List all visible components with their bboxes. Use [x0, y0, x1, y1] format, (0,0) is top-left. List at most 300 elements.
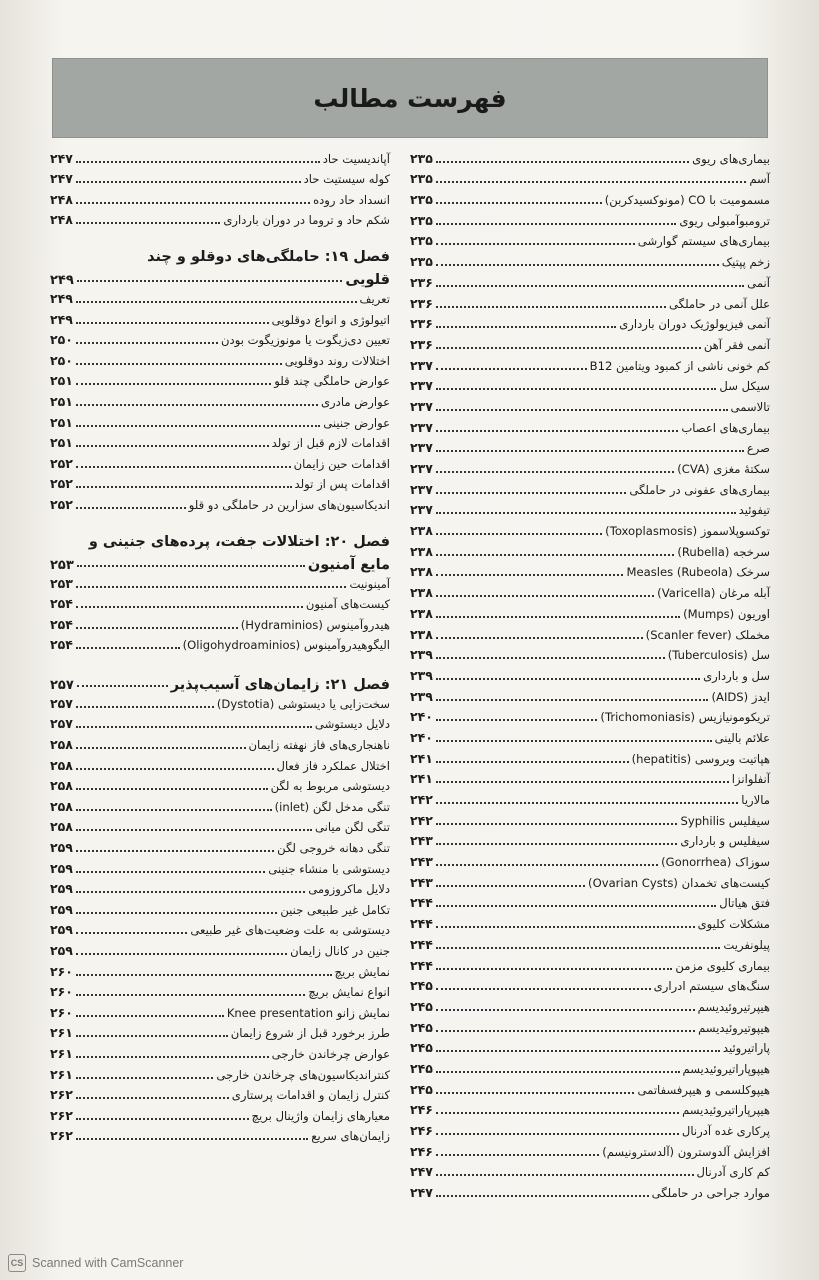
dot-leader: [436, 988, 651, 990]
toc-entry-page: ۲۴۸: [50, 212, 73, 228]
toc-entry-page: ۲۳۷: [410, 440, 433, 456]
dot-leader: [436, 326, 616, 328]
chapter-19-heading: فصل ۱۹: حاملگی‌های دوقلو و چند: [147, 249, 390, 266]
toc-entry-page: ۲۴۳: [410, 833, 433, 849]
toc-entry: [50, 288, 390, 309]
toc-entry-page: ۲۴۹: [50, 311, 73, 327]
toc-entry-title: مسمومیت با CO (مونوکسیدکربن): [604, 193, 770, 208]
chapter-19-heading-line2: [50, 267, 390, 288]
toc-entry-title: سرخک Measles (Rubeola): [626, 565, 770, 580]
toc-entry: [50, 453, 390, 474]
toc-entry: [410, 893, 770, 914]
toc-entry-page: ۲۴۸: [50, 191, 73, 207]
dot-leader: [436, 430, 678, 432]
toc-entry-title: علائم بالینی: [714, 730, 770, 745]
dot-leader: [76, 627, 238, 629]
dot-leader: [436, 161, 689, 163]
toc-entry-title: صرع: [746, 441, 770, 456]
toc-entry: [410, 789, 770, 810]
toc-entry-title: دیستوشی با منشاء جنینی: [268, 861, 390, 876]
toc-entry-page: ۲۶۰: [50, 963, 73, 979]
toc-entry: [410, 665, 770, 686]
dot-leader: [436, 1195, 649, 1197]
toc-entry: [410, 1141, 770, 1162]
dot-leader: [76, 1077, 213, 1079]
dot-leader: [436, 223, 676, 225]
toc-entry-page: ۲۵۳: [50, 575, 73, 591]
toc-entry-title: تریکومونیازیس (Trichomoniasis): [600, 710, 770, 725]
toc-entry-page: ۲۵۹: [50, 840, 73, 856]
chapter-title-text: قلویی: [345, 272, 390, 289]
toc-entry-title: الیگوهیدروآمینوس (Oligohydroaminios): [182, 638, 390, 653]
toc-entry-title: هیدروآمینوس (Hydraminios): [240, 617, 390, 632]
dot-leader: [436, 492, 626, 494]
dot-leader: [436, 1174, 694, 1176]
toc-entry-title: ایدز (AIDS): [711, 689, 770, 704]
toc-entry: [410, 872, 770, 893]
toc-entry-page: ۲۵۰: [50, 352, 73, 368]
toc-entry-title: بیماری‌های عفونی در حاملگی: [629, 482, 770, 497]
toc-entry-title: آمینونیت: [349, 576, 390, 591]
dot-leader: [436, 1009, 695, 1011]
toc-entry-page: ۲۵۹: [50, 860, 73, 876]
toc-entry-title: تالاسمی: [730, 399, 770, 414]
chapter-21-heading: [50, 672, 390, 693]
toc-entry-page: ۲۴۵: [410, 978, 433, 994]
toc-entry-title: سیفلیس و بارداری: [680, 834, 770, 849]
toc-entry-page: ۲۴۰: [410, 709, 433, 725]
left-toc-column: [50, 148, 390, 1146]
dot-leader: [76, 768, 274, 770]
dot-leader: [76, 726, 312, 728]
toc-entry-page: ۲۵۱: [50, 414, 73, 430]
toc-entry-title: آنمی: [747, 275, 770, 290]
scanner-watermark: [8, 1254, 183, 1272]
dot-leader: [436, 471, 674, 473]
toc-entry-page: ۲۴۵: [410, 998, 433, 1014]
dot-leader: [436, 1154, 599, 1156]
toc-entry: [410, 1017, 770, 1038]
toc-entry-title: کیست‌های تخمدان (Ovarian Cysts): [588, 875, 770, 890]
toc-entry-title: تکامل غیر طبیعی جنین: [280, 902, 390, 917]
toc-entry-page: ۲۳۵: [410, 233, 433, 249]
dot-leader: [76, 466, 291, 468]
toc-entry-title: تنگی دهانه خروجی لگن: [277, 841, 390, 856]
toc-entry-title: هیپرتیروئیدیسم: [697, 999, 770, 1014]
toc-entry-title: سوزاک (Gonorrhea): [661, 855, 770, 870]
toc-entry: [410, 148, 770, 169]
dot-leader: [76, 974, 332, 976]
dot-leader: [76, 1035, 228, 1037]
toc-entry-page: ۲۵۲: [50, 496, 73, 512]
toc-entry: [410, 169, 770, 190]
toc-entry-page: ۲۳۸: [410, 605, 433, 621]
dot-leader: [436, 595, 654, 597]
toc-entry-title: پیلونفریت: [723, 937, 770, 952]
camscanner-logo-icon: CS: [8, 1254, 26, 1272]
toc-entry-page: ۲۴۵: [410, 1081, 433, 1097]
toc-entry-page: ۲۶۱: [50, 1045, 73, 1061]
dot-leader: [76, 871, 265, 873]
toc-entry-page: ۲۴۱: [410, 750, 433, 766]
toc-entry-page: ۲۶۱: [50, 1025, 73, 1041]
dot-leader: [76, 445, 269, 447]
toc-entry: [50, 940, 390, 961]
toc-entry-page: ۲۵۸: [50, 757, 73, 773]
dot-leader: [436, 802, 738, 804]
toc-entry-title: سیفلیس Syphilis: [680, 813, 770, 828]
toc-entry: [410, 417, 770, 438]
toc-entry: [50, 837, 390, 858]
toc-entry-title: انسداد حاد روده: [313, 192, 390, 207]
toc-entry-title: اندیکاسیون‌های سزارین در حاملگی دو قلو: [188, 497, 390, 512]
toc-entry-title: اتیولوژی و انواع دوقلویی: [271, 312, 390, 327]
toc-entry-page: ۲۵۱: [50, 435, 73, 451]
toc-entry: [50, 776, 390, 797]
dot-leader: [436, 409, 728, 411]
toc-entry-title: هپاتیت ویروسی (hepatitis): [631, 751, 770, 766]
dot-leader: [436, 1071, 680, 1073]
toc-entry: [50, 817, 390, 838]
toc-entry: [50, 796, 390, 817]
toc-entry-page: ۲۵۷: [50, 716, 73, 732]
toc-entry-title: افزایش آلدوسترون (آلدسترونیسم): [602, 1144, 770, 1159]
toc-entry: [50, 1002, 390, 1023]
toc-entry-title: سیکل سل: [719, 379, 770, 394]
toc-entry-page: ۲۵۹: [50, 922, 73, 938]
dot-leader: [76, 912, 277, 914]
toc-entry: [50, 148, 390, 169]
toc-entry-title: آبله مرغان (Varicella): [657, 586, 770, 601]
dot-leader: [76, 953, 287, 955]
toc-entry: [50, 920, 390, 941]
toc-entry: [50, 1126, 390, 1147]
toc-entry: [50, 412, 390, 433]
toc-entry-page: ۲۴۲: [410, 812, 433, 828]
toc-entry-page: ۲۴۱: [410, 771, 433, 787]
toc-entry: [50, 210, 390, 231]
toc-entry: [50, 391, 390, 412]
dot-leader: [76, 1118, 249, 1120]
toc-entry-page: ۲۶۰: [50, 984, 73, 1000]
toc-entry-page: ۲۶۲: [50, 1128, 73, 1144]
toc-entry-title: ناهنجاری‌های فاز نهفته زایمان: [248, 738, 390, 753]
toc-entry-page: ۲۳۸: [410, 543, 433, 559]
dot-leader: [436, 1133, 679, 1135]
toc-entry-page: ۲۴۳: [410, 874, 433, 890]
toc-entry-title: دیستوشی مربوط به لگن: [270, 779, 390, 794]
chapter-page: ۲۵۷: [50, 678, 74, 694]
toc-entry-title: سخت‌زایی یا دیستوشی (Dystotia): [216, 696, 390, 711]
dot-leader: [76, 788, 268, 790]
toc-entry-page: ۲۴۶: [410, 1102, 433, 1118]
toc-entry-title: عوارض جنینی: [323, 415, 390, 430]
dot-leader: [77, 565, 305, 567]
toc-entry-title: پاراتیروئید: [722, 1041, 770, 1056]
toc-entry-page: ۲۵۹: [50, 881, 73, 897]
toc-entry-page: ۲۵۴: [50, 616, 73, 632]
toc-entry: [50, 879, 390, 900]
chapter-page: ۲۵۳: [50, 557, 74, 573]
dot-leader: [77, 280, 343, 282]
dot-leader: [436, 450, 744, 452]
chapter-20-heading-line2: [50, 552, 390, 573]
toc-entry-page: ۲۳۵: [410, 150, 433, 166]
toc-entry: [50, 899, 390, 920]
toc-entry-page: ۲۳۸: [410, 626, 433, 642]
toc-entry-title: آپاندیسیت حاد: [322, 151, 390, 166]
toc-entry-title: ترومبوآمبولی ریوی: [679, 213, 770, 228]
toc-entry-title: آسم: [749, 172, 770, 187]
dot-leader: [76, 363, 282, 365]
toc-entry: [410, 645, 770, 666]
toc-entry-title: طرز برخورد قبل از شروع زایمان: [230, 1026, 390, 1041]
toc-entry: [410, 1182, 770, 1203]
toc-entry: [410, 438, 770, 459]
dot-leader: [76, 161, 320, 163]
toc-entry-page: ۲۳۸: [410, 585, 433, 601]
dot-leader: [436, 1030, 695, 1032]
toc-entry: [50, 474, 390, 495]
dot-leader: [436, 947, 720, 949]
toc-entry-title: کیست‌های آمنیون: [305, 597, 390, 612]
toc-entry-page: ۲۴۴: [410, 936, 433, 952]
toc-entry: [50, 961, 390, 982]
dot-leader: [436, 905, 716, 907]
toc-entry: [50, 573, 390, 594]
toc-entry-title: هیپوکلسمی و هیپرفسفاتمی: [637, 1082, 770, 1097]
toc-entry: [410, 314, 770, 335]
toc-entry: [50, 309, 390, 330]
toc-entry: [410, 500, 770, 521]
toc-entry-page: ۲۴۶: [410, 1123, 433, 1138]
toc-entry: [410, 810, 770, 831]
toc-entry: [50, 169, 390, 190]
toc-entry-title: بیماری‌های ریوی: [692, 151, 770, 166]
toc-entry: [410, 748, 770, 769]
toc-entry-page: ۲۵۰: [50, 332, 73, 348]
toc-entry-title: اختلال عملکرد فاز فعال: [276, 758, 390, 773]
toc-entry: [50, 982, 390, 1003]
toc-entry-page: ۲۵۱: [50, 393, 73, 409]
toc-entry-page: ۲۴۴: [410, 916, 433, 932]
dot-leader: [76, 747, 246, 749]
toc-entry-page: ۲۳۵: [410, 212, 433, 228]
dot-leader: [76, 202, 310, 204]
dot-leader: [436, 823, 678, 825]
toc-entry-page: ۲۳۵: [410, 171, 433, 187]
toc-entry-title: دلایل ماکروزومی: [308, 882, 390, 897]
toc-entry-title: موارد جراحی در حاملگی: [651, 1186, 770, 1201]
toc-entry-page: ۲۴۷: [50, 171, 73, 187]
dot-leader: [436, 740, 712, 742]
dot-leader: [76, 891, 305, 893]
toc-entry-title: کم خونی ناشی از کمبود ویتامین B12: [589, 358, 770, 373]
dot-leader: [436, 1050, 720, 1052]
toc-entry: [410, 851, 770, 872]
toc-entry: [410, 541, 770, 562]
toc-entry: [50, 755, 390, 776]
toc-entry: [50, 1064, 390, 1085]
dot-leader: [436, 264, 719, 266]
dot-leader: [76, 181, 301, 183]
toc-header-bar: [52, 58, 768, 138]
toc-entry: [410, 231, 770, 252]
dot-leader: [76, 383, 271, 385]
dot-leader: [436, 885, 585, 887]
toc-entry: [50, 1085, 390, 1106]
dot-leader: [436, 285, 744, 287]
toc-entry: [410, 934, 770, 955]
toc-entry: [410, 603, 770, 624]
toc-entry-page: ۲۳۷: [410, 378, 433, 394]
toc-entry: [50, 433, 390, 454]
toc-entry: [50, 1023, 390, 1044]
toc-entry-page: ۲۵۷: [50, 695, 73, 711]
toc-entry: [410, 1038, 770, 1059]
dot-leader: [76, 425, 320, 427]
toc-entry-page: ۲۵۸: [50, 819, 73, 835]
toc-entry-title: هیپرپاراتیروئیدیسم: [682, 1103, 770, 1118]
toc-entry-page: ۲۵۹: [50, 943, 73, 958]
toc-entry-title: علل آنمی در حاملگی: [669, 296, 770, 311]
toc-entry-title: عوارض حاملگی چند قلو: [274, 374, 390, 389]
toc-entry-title: اقدامات لازم قبل از تولد: [271, 436, 390, 451]
chapter-page: ۲۴۹: [50, 273, 74, 289]
toc-entry: [50, 494, 390, 515]
dot-leader: [436, 761, 629, 763]
toc-entry-page: ۲۵۲: [50, 476, 73, 492]
toc-entry-title: مالاریا: [741, 793, 770, 807]
toc-entry-title: آنمی فیزیولوژیک دوران بارداری: [619, 317, 770, 332]
toc-entry-page: ۲۴۵: [410, 1040, 433, 1056]
toc-entry-title: کم کاری آدرنال: [696, 1165, 770, 1180]
toc-entry-page: ۲۳۵: [410, 254, 433, 270]
toc-entry-page: ۲۶۲: [50, 1107, 73, 1123]
toc-entry-page: ۲۶۰: [50, 1004, 73, 1020]
toc-entry: [410, 1120, 770, 1141]
toc-entry-title: بیماری کلیوی مزمن: [675, 958, 770, 973]
toc-entry: [410, 189, 770, 210]
toc-entry: [410, 976, 770, 997]
toc-entry: [410, 769, 770, 790]
dot-leader: [76, 404, 318, 406]
dot-leader: [436, 243, 635, 245]
toc-entry-page: ۲۴۶: [410, 1143, 433, 1159]
toc-entry-title: نمایش بریچ: [334, 964, 390, 979]
toc-entry-page: ۲۳۷: [410, 398, 433, 414]
toc-entry-title: توکسوپلاسموز (Toxoplasmosis): [605, 524, 770, 539]
toc-entry-page: ۲۳۶: [410, 316, 433, 332]
toc-entry-page: ۲۳۸: [410, 564, 433, 580]
toc-entry-title: بیماری‌های اعصاب: [681, 420, 770, 435]
toc-entry-title: اختلالات روند دوقلویی: [284, 353, 390, 368]
toc-entry-page: ۲۵۹: [50, 901, 73, 917]
dot-leader: [77, 685, 168, 687]
dot-leader: [436, 864, 658, 866]
right-toc-column: [410, 148, 770, 1203]
toc-entry: [50, 714, 390, 735]
toc-entry-title: شکم حاد و تروما در دوران بارداری: [223, 213, 390, 228]
dot-leader: [436, 202, 602, 204]
toc-entry-title: دلایل دیستوشی: [314, 717, 390, 732]
dot-leader: [436, 306, 666, 308]
toc-entry: [50, 693, 390, 714]
toc-entry-title: مشکلات کلیوی: [697, 917, 770, 932]
dot-leader: [436, 719, 598, 721]
toc-entry-title: جنین در کانال زایمان: [290, 944, 390, 958]
toc-entry-page: ۲۵۴: [50, 596, 73, 612]
toc-entry-title: هیپوتیروئیدیسم: [698, 1020, 770, 1035]
toc-entry: [410, 396, 770, 417]
dot-leader: [76, 507, 186, 509]
toc-entry-page: ۲۳۹: [410, 667, 433, 683]
toc-entry: [410, 458, 770, 479]
toc-entry-title: بیماری‌های سیستم گوارشی: [637, 234, 770, 249]
toc-entry: [50, 635, 390, 656]
toc-entry: [50, 330, 390, 351]
toc-entry: [410, 355, 770, 376]
toc-entry-title: انواع نمایش بریچ: [308, 985, 390, 1000]
dot-leader: [76, 486, 292, 488]
dot-leader: [436, 637, 643, 639]
toc-entry: [410, 334, 770, 355]
dot-leader: [76, 222, 220, 224]
toc-entry-page: ۲۵۲: [50, 455, 73, 471]
toc-entry-page: ۲۵۸: [50, 737, 73, 753]
toc-entry-page: ۲۴۰: [410, 729, 433, 745]
dot-leader: [76, 1138, 308, 1140]
toc-entry: [50, 1043, 390, 1064]
dot-leader: [76, 342, 218, 344]
toc-entry-page: ۲۴۷: [410, 1164, 433, 1180]
dot-leader: [436, 678, 700, 680]
dot-leader: [76, 706, 214, 708]
dot-leader: [76, 586, 347, 588]
toc-entry: [410, 1058, 770, 1079]
dot-leader: [436, 347, 701, 349]
chapter-title-text: فصل ۲۱: زایمان‌های آسیب‌پذیر: [170, 677, 390, 694]
toc-entry-title: تنگی لگن میانی: [314, 820, 390, 835]
toc-entry: [410, 582, 770, 603]
page-title: فهرست مطالب: [313, 83, 507, 113]
toc-entry-title: پرکاری غده آدرنال: [681, 1124, 770, 1138]
toc-entry-title: معیارهای زایمان واژینال بریچ: [251, 1108, 390, 1123]
toc-entry-page: ۲۴۹: [50, 290, 73, 306]
chapter-20-heading: فصل ۲۰: اختلالات جفت، پرده‌های جنینی و: [88, 533, 390, 550]
watermark-text: Scanned with CamScanner: [32, 1256, 184, 1270]
toc-entry-page: ۲۴۴: [410, 895, 433, 911]
toc-entry: [410, 727, 770, 748]
dot-leader: [76, 322, 269, 324]
toc-entry: [410, 479, 770, 500]
toc-entry: [410, 913, 770, 934]
toc-entry-title: سرخجه (Rubella): [677, 544, 770, 559]
toc-entry: [410, 251, 770, 272]
dot-leader: [76, 932, 187, 934]
toc-entry: [50, 734, 390, 755]
toc-entry-title: کوله سیستیت حاد: [303, 172, 390, 187]
dot-leader: [436, 533, 602, 535]
toc-entry-page: ۲۴۵: [410, 1019, 433, 1035]
toc-entry: [410, 293, 770, 314]
toc-entry-title: آنفلوانزا: [731, 772, 770, 787]
toc-entry-page: ۲۵۴: [50, 637, 73, 653]
toc-entry-title: کنترل زایمان و اقدامات پرستاری: [231, 1088, 390, 1103]
toc-entry-title: اوریون (Mumps): [683, 606, 770, 621]
toc-entry-title: کنتراندیکاسیون‌های چرخاندن خارجی: [216, 1067, 390, 1082]
toc-entry: [410, 955, 770, 976]
